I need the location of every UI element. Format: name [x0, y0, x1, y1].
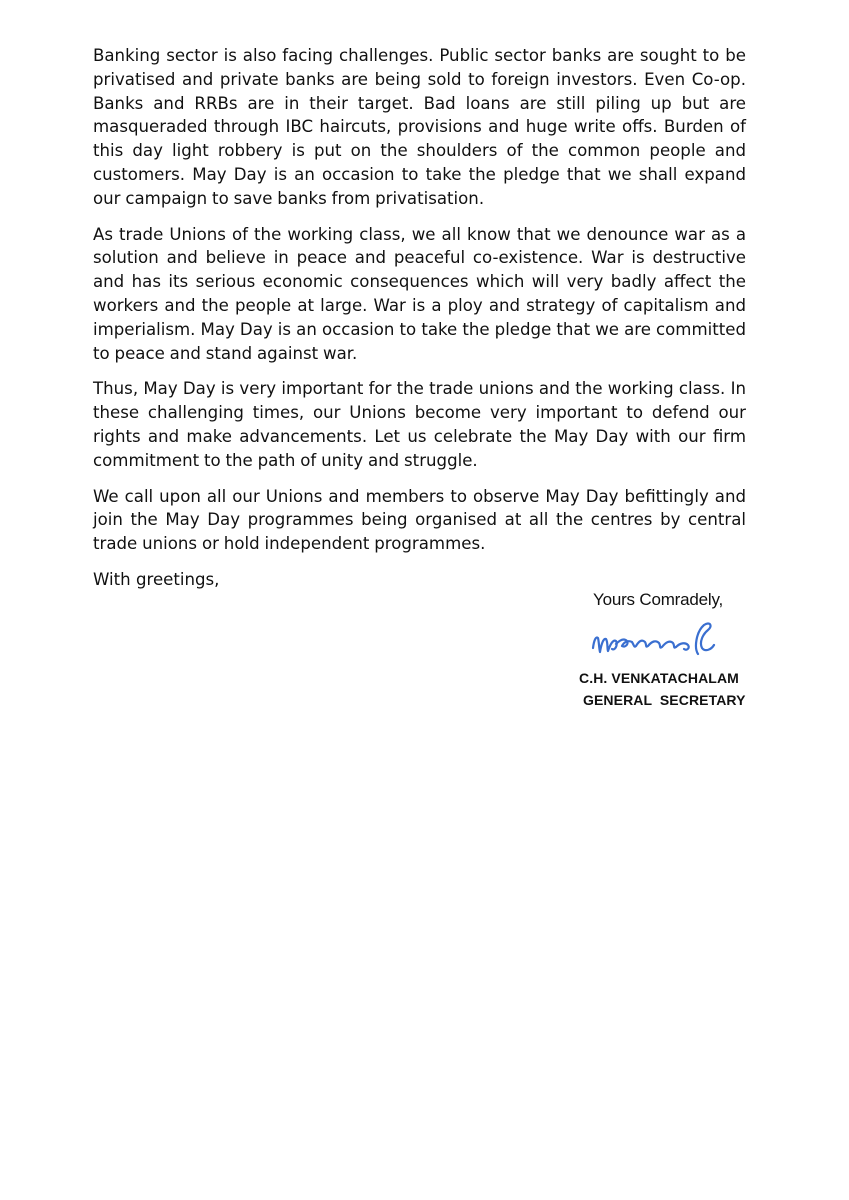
paragraph-may-day-importance: Thus, May Day is very important for the trade unions and the working class. In these challenging times, our Unions become very important to defend our rights and make advancements. Let us celebrate the May Day with our firm commitment to the path of unity and struggle. [93, 379, 746, 470]
closing-line: Yours Comradely, [593, 590, 724, 609]
signatory-title: GENERAL SECRETARY [583, 692, 746, 708]
paragraph-banking-sector: Banking sector is also facing challenges. Public sector banks are sought to be privatised and private banks are being sold to foreign investors. Even Co-op. Banks and RRBs are in their target. Bad loans are still piling up but are masqueraded through IBC haircuts, provisions and huge write offs. Burden of this day light robbery is put on the shoulders of the common people and customers. May Day is an occasion to take the pledge that we shall expand our campaign to save banks from privatisation. [93, 46, 746, 208]
paragraph-call-to-observe: We call upon all our Unions and members to observe May Day befittingly and join the May Day programmes being organised at all the centres by central trade unions or hold independent programmes. [93, 486, 746, 554]
signatory-name: C.H. VENKATACHALAM [579, 670, 739, 686]
greeting-line: With greetings, [93, 569, 220, 589]
paragraph-against-war: As trade Unions of the working class, we all know that we denounce war as a solution and believe in peace and peaceful co-existence. War is destructive and has its serious economic consequences which will very badly affect the workers and the people at large. War is a ploy and strategy of capitalism and imperialism. May Day is an occasion to take the pledge that we are committed to peace and stand against war. [93, 224, 746, 363]
signature-icon [590, 618, 720, 658]
letter-body [93, 44, 746, 592]
